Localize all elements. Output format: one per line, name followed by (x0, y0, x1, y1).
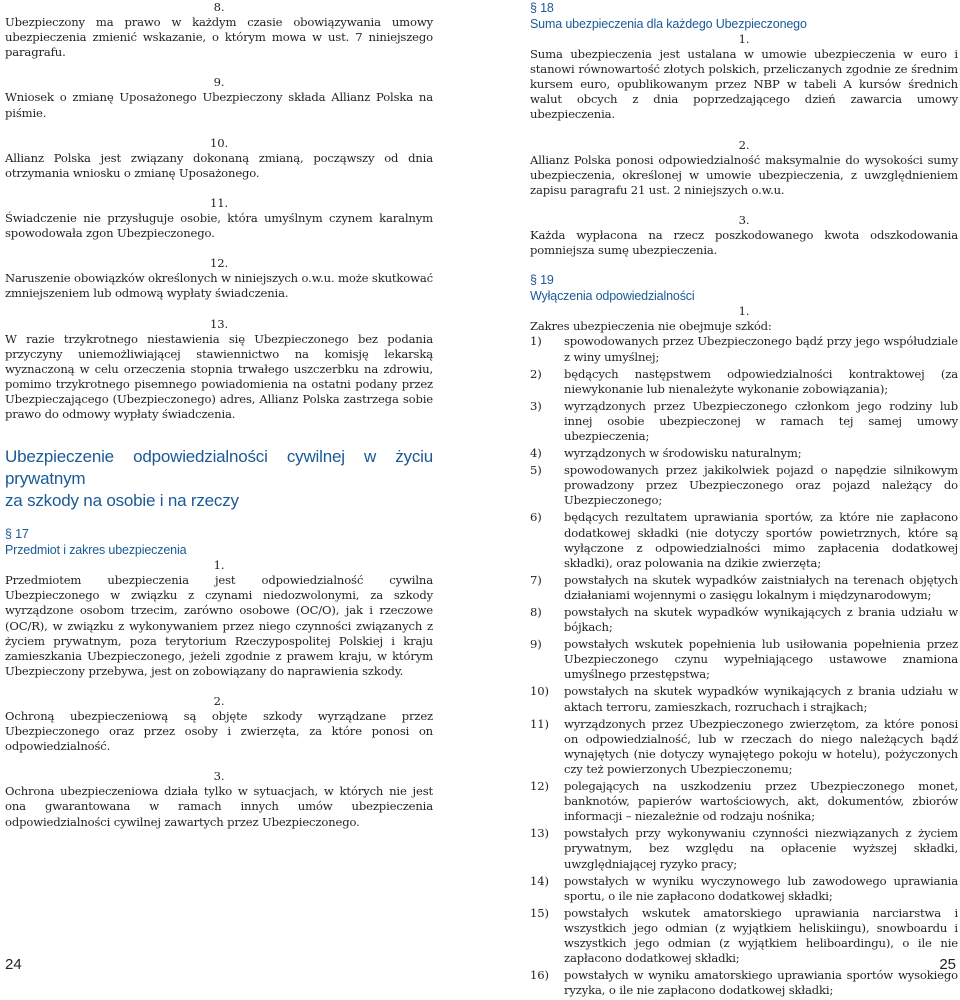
left-column (5, 0, 433, 830)
exclusion-number: 1) (530, 334, 542, 349)
section-title (5, 446, 433, 512)
item-number: 3. (213, 769, 225, 784)
exclusion-number: 3) (530, 398, 542, 413)
exclusion-item (530, 367, 958, 397)
exclusion-number: 14) (530, 873, 549, 888)
exclusion-number: 13) (530, 826, 549, 841)
exclusion-number: 9) (530, 637, 542, 652)
exclusion-item (530, 399, 958, 444)
block-number: 8. (213, 0, 225, 14)
exclusion-number: 2) (530, 366, 542, 381)
exclusion-number: 8) (530, 605, 542, 619)
block-8 (5, 0, 433, 60)
exclusion-number: 6) (530, 510, 542, 525)
exclusion-item (530, 906, 958, 966)
exclusion-text: będących rezultatem uprawiania sportów, za które nie zapłacono dodatkowej składki (nie dotyczy sportów powietrznych, które są wyłączone z odpowiedzialności mimo zapłacenia dodatkowej składki), oraz polowania na dzikie zwierzęta; (564, 510, 958, 570)
exclusion-text: wyrządzonych w środowisku naturalnym; (564, 446, 802, 461)
exclusion-item (530, 605, 958, 635)
exclusion-number: 11) (530, 716, 549, 731)
block-text: Świadczenie nie przysługuje osobie, która umyślnym czynem karalnym spowodowała zgon Ubezpieczonego. (5, 211, 433, 241)
section-title-line1: Ubezpieczenie odpowiedzialności cywilnej w życiu prywatnym (5, 447, 433, 489)
p17-item-1 (5, 558, 433, 679)
block-text: Wniosek o zmianę Uposażonego Ubezpieczony składa Allianz Polska na piśmie. (5, 90, 433, 120)
exclusion-text: powstałych w wyniku amatorskiego uprawiania sportów wysokiego ryzyka, o ile nie zapłacono dodatkowej składki; (564, 968, 958, 998)
block-number: 10. (210, 135, 228, 150)
p19-item-number: 1. (738, 304, 750, 319)
item-number: 1. (213, 558, 225, 573)
exclusion-item (530, 463, 958, 508)
p18-item-1 (530, 32, 958, 123)
block-9 (5, 75, 433, 120)
item-number: 1. (738, 32, 750, 46)
item-number: 3. (738, 212, 750, 227)
paragraph-17-heading: § 17 (5, 527, 29, 542)
item-text: Przedmiotem ubezpieczenia jest odpowiedzialność cywilna Ubezpieczonego w związku z czynami niedozwolonymi, za szkody wyrządzone osobom trzecim, zarówno osobowe (OC/O), jak i rzeczowe (OC/R), w związku z wykonywaniem przez niego czynności związanych z życiem prywatnym, poza terytorium Rzeczypospolitej Polskiej i kraju zamieszkania Ubezpieczonego, jeżeli zgodnie z prawem kraju, w którym Ubezpieczony przebywa, jest on zobowiązany do naprawienia szkody. (5, 573, 433, 678)
block-text: Naruszenie obowiązków określonych w niniejszych o.w.u. może skutkować zmniejszeniem lub odmową wypłaty świadczenia. (5, 271, 433, 301)
exclusion-text: powstałych wskutek amatorskiego uprawiania narciarstwa i wszystkich jego odmian (z wyjątkiem heliskiingu), snowboardu i wszystkich jego odmian (z wyjątkiem heliboardingu), o ile nie zapłacono dodatkowej składki; (564, 905, 958, 966)
page-number-left: 24 (5, 956, 22, 973)
exclusions-list (530, 334, 958, 998)
exclusion-item (530, 334, 958, 364)
p19-intro: Zakres ubezpieczenia nie obejmuje szkód: (530, 319, 772, 334)
exclusion-number: 4) (530, 446, 542, 461)
block-number: 13. (210, 316, 228, 331)
exclusion-number: 16) (530, 968, 549, 983)
exclusion-item (530, 510, 958, 570)
exclusion-text: polegających na uszkodzeniu przez Ubezpieczonego monet, banknotów, papierów wartościowych, akt, dokumentów, zbiorów informacji – niezależnie od rodzaju nośnika; (564, 779, 958, 824)
block-11 (5, 196, 433, 241)
exclusion-item (530, 573, 958, 603)
exclusion-text: będących następstwem odpowiedzialności kontraktowej (za niewykonanie lub nienależyte wykonanie zobowiązania); (564, 366, 958, 396)
item-number: 2. (738, 137, 750, 152)
item-text: Suma ubezpieczenia jest ustalana w umowie ubezpieczenia w euro i stanowi równowartość złotych polskich, przeliczanych zgodnie ze średnim kursem euro, opublikowanym przez NBP w tabeli A kursów średnich walut obcych z dnia poprzedzającego dzień zawarcia umowy ubezpieczenia. (530, 47, 958, 122)
item-text: Każda wypłacona na rzecz poszkodowanego kwota odszkodowania pomniejsza sumę ubezpieczenia. (530, 228, 958, 258)
p18-item-2 (530, 138, 958, 198)
paragraph-17-title: Przedmiot i zakres ubezpieczenia (5, 543, 187, 558)
block-number: 11. (210, 195, 228, 210)
paragraph-18-heading: § 18 (530, 1, 554, 15)
block-text: W razie trzykrotnego niestawienia się Ubezpieczonego bez podania przyczyny uniemożliwiającej stawiennictwo na komisję lekarską wyznaczoną w celu orzeczenia stopnia trwałego uszczerbku na zdrowiu, pomimo trzykrotnego pisemnego powiadomienia na ostatni podany przez Ubezpieczającego (Ubezpieczonego) adres, Allianz Polska zastrzega sobie prawo do odmowy wypłaty świadczenia. (5, 331, 433, 422)
item-text: Allianz Polska ponosi odpowiedzialność maksymalnie do wysokości sumy ubezpieczenia, określonej w umowie ubezpieczenia, z uwzględnieniem zapisu paragrafu 21 ust. 2 niniejszych o.w.u. (530, 152, 958, 197)
right-column (530, 0, 958, 1000)
item-number: 2. (213, 693, 225, 708)
paragraph-19-title: Wyłączenia odpowiedzialności (530, 289, 695, 304)
exclusion-number: 12) (530, 779, 549, 794)
exclusion-text: powstałych wskutek popełnienia lub usiłowania popełnienia przez Ubezpieczonego czynu wypełniającego ustawowe znamiona umyślnego przestępstwa; (564, 637, 958, 682)
exclusion-item (530, 684, 958, 714)
exclusion-item (530, 826, 958, 871)
exclusion-item (530, 446, 958, 461)
exclusion-item (530, 968, 958, 998)
paragraph-18-title: Suma ubezpieczenia dla każdego Ubezpieczonego (530, 17, 807, 31)
block-10 (5, 136, 433, 181)
exclusion-text: wyrządzonych przez Ubezpieczonego członkom jego rodziny lub innej osobie ubezpieczonej w ramach tej samej umowy ubezpieczenia; (564, 398, 958, 443)
exclusion-item (530, 637, 958, 682)
block-text: Ubezpieczony ma prawo w każdym czasie obowiązywania umowy ubezpieczenia zmienić wskazanie, o którym mowa w ust. 7 niniejszego paragrafu. (5, 15, 433, 60)
exclusion-number: 5) (530, 463, 542, 478)
p18-item-3 (530, 213, 958, 258)
section-title-line2: za szkody na osobie i na rzeczy (5, 491, 239, 511)
block-text: Allianz Polska jest związany dokonaną zmianą, począwszy od dnia otrzymania wniosku o zmianę Uposażonego. (5, 150, 433, 180)
block-number: 12. (210, 256, 228, 271)
exclusion-item (530, 717, 958, 777)
p17-item-3 (5, 769, 433, 829)
page-number-right: 25 (939, 956, 956, 973)
item-text: Ochrona ubezpieczeniowa działa tylko w sytuacjach, w których nie jest ona gwarantowana w ramach innych umów ubezpieczenia odpowiedzialności cywilnej zawartych przez Ubezpieczonego. (5, 784, 433, 829)
exclusion-item (530, 779, 958, 824)
p17-item-2 (5, 694, 433, 754)
exclusion-text: powstałych przy wykonywaniu czynności niezwiązanych z życiem prywatnym, bez względu na opłacenie wyższej składki, uwzględniającej ryzyko pracy; (564, 826, 958, 871)
exclusion-text: wyrządzonych przez Ubezpieczonego zwierzętom, za które ponosi on odpowiedzialność, lub w rzeczach do niego należących bądź wynajętych (nie dotyczy wynajętego pokoju w hotelu), pożyczonych czy też powierzonych Ubezpieczonemu; (564, 716, 958, 776)
block-13 (5, 317, 433, 423)
exclusion-number: 10) (530, 684, 549, 699)
exclusion-text: powstałych w wyniku wyczynowego lub zawodowego uprawiania sportu, o ile nie zapłacono dodatkowej składki; (564, 873, 958, 903)
exclusion-text: spowodowanych przez jakikolwiek pojazd o napędzie silnikowym prowadzony przez Ubezpieczonego oraz pojazd należący do Ubezpieczonego; (564, 463, 958, 508)
exclusion-number: 7) (530, 572, 542, 587)
exclusion-item (530, 874, 958, 904)
exclusion-text: powstałych na skutek wypadków zaistniałych na terenach objętych działaniami wojennymi o zasięgu lokalnym i międzynarodowym; (564, 572, 958, 602)
exclusion-text: powstałych na skutek wypadków wynikających z brania udziału w bójkach; (564, 605, 958, 635)
block-number: 9. (213, 75, 225, 90)
exclusion-number: 15) (530, 905, 549, 920)
paragraph-19-heading: § 19 (530, 273, 554, 288)
exclusion-text: powstałych na skutek wypadków wynikających z brania udziału w aktach terroru, zamieszkach, rozruchach i strajkach; (564, 684, 958, 714)
exclusion-text: spowodowanych przez Ubezpieczonego bądź przy jego współudziale z winy umyślnej; (564, 334, 958, 364)
block-12 (5, 256, 433, 301)
item-text: Ochroną ubezpieczeniową są objęte szkody wyrządzane przez Ubezpieczonego oraz przez osoby i zwierzęta, za które ponosi on odpowiedzialność. (5, 709, 433, 754)
